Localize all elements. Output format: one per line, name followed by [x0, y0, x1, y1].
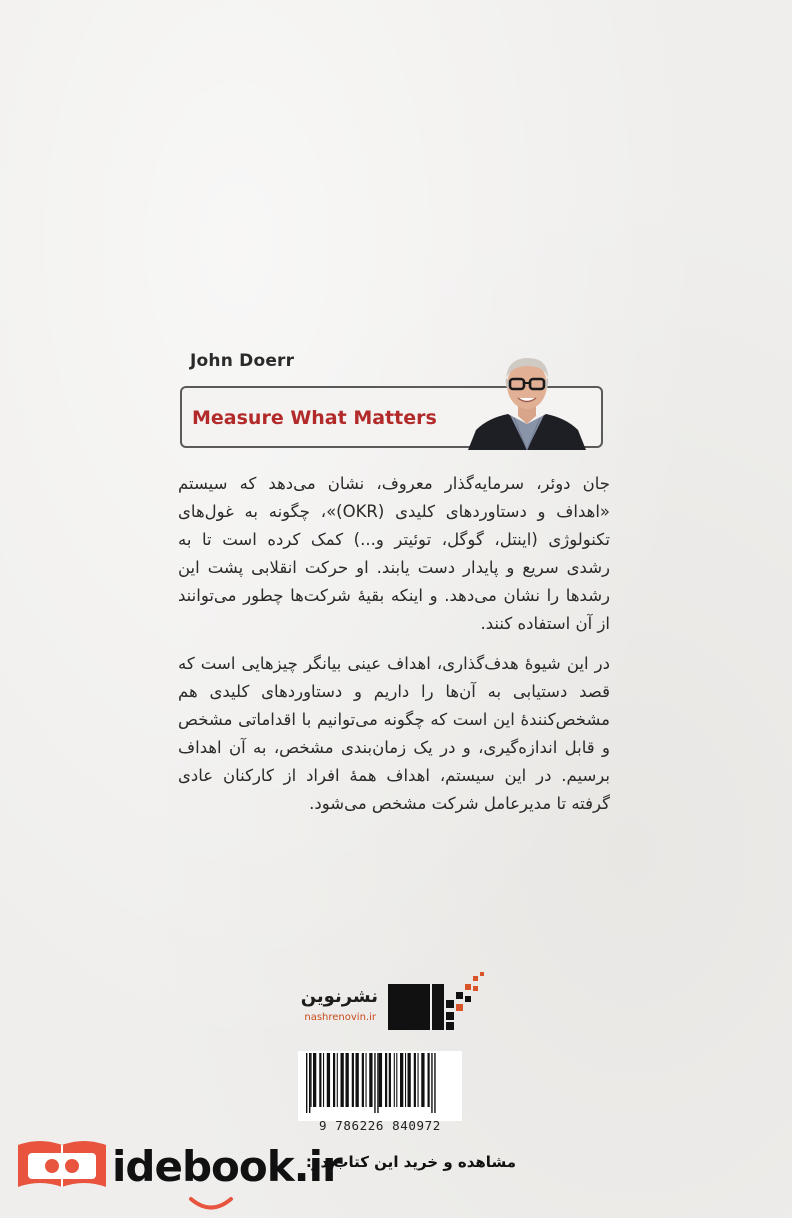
watermark-brand: idebook.ir [112, 1142, 342, 1191]
publisher-logo-icon [386, 970, 486, 1032]
publisher-block [290, 970, 490, 1032]
author-name: John Doerr [190, 351, 295, 371]
open-book-face-icon [14, 1135, 110, 1195]
watermark-caption: مشاهده و خرید این کتاب در: [305, 1153, 516, 1171]
description-paragraph-2: در این شیوهٔ هدف‌گذاری، اهداف عینی بیانگر چیزهایی است که قصد دستیابی به آن‌ها را داریم و دستاوردهای کلیدی هم مشخص‌کنندهٔ این است که چگونه می‌توانیم با اقداماتی مشخص و قابل اندازه‌گیری، و در یک زمان‌بندی مشخص، به آن اهداف برسیم. در این سیستم، اهداف همهٔ افراد از کارکنان عادی گرفته تا مدیرعامل شرکت مشخص می‌شود. [178, 654, 610, 813]
isbn-barcode [298, 1051, 462, 1133]
book-title: Measure What Matters [192, 407, 437, 429]
watermark-smile-icon [188, 1196, 234, 1212]
watermark-banner [0, 1133, 530, 1205]
publisher-url: nashrenovin.ir [304, 1012, 376, 1023]
description-paragraph-1: جان دوئر، سرمایه‌گذار معروف، نشان می‌دهد که سیستم «اهداف و دستاوردهای کلیدی (OKR)»، چگونه به غول‌های تکنولوژی (اینتل، گوگل، توئیتر و...) کمک کرده است تا به رشدی سریع و پایدار دست یابند. او حرکت انقلابی پشت این رشدها را نشان می‌دهد. و اینکه بقیهٔ شرکت‌ها چطور می‌توانند از آن استفاده کنند. [178, 474, 611, 633]
barcode-bars [298, 1051, 462, 1115]
publisher-name: نشرنوین [300, 986, 378, 1007]
author-portrait [466, 352, 588, 450]
isbn-digits: 9 786226 840972 [319, 1118, 441, 1133]
